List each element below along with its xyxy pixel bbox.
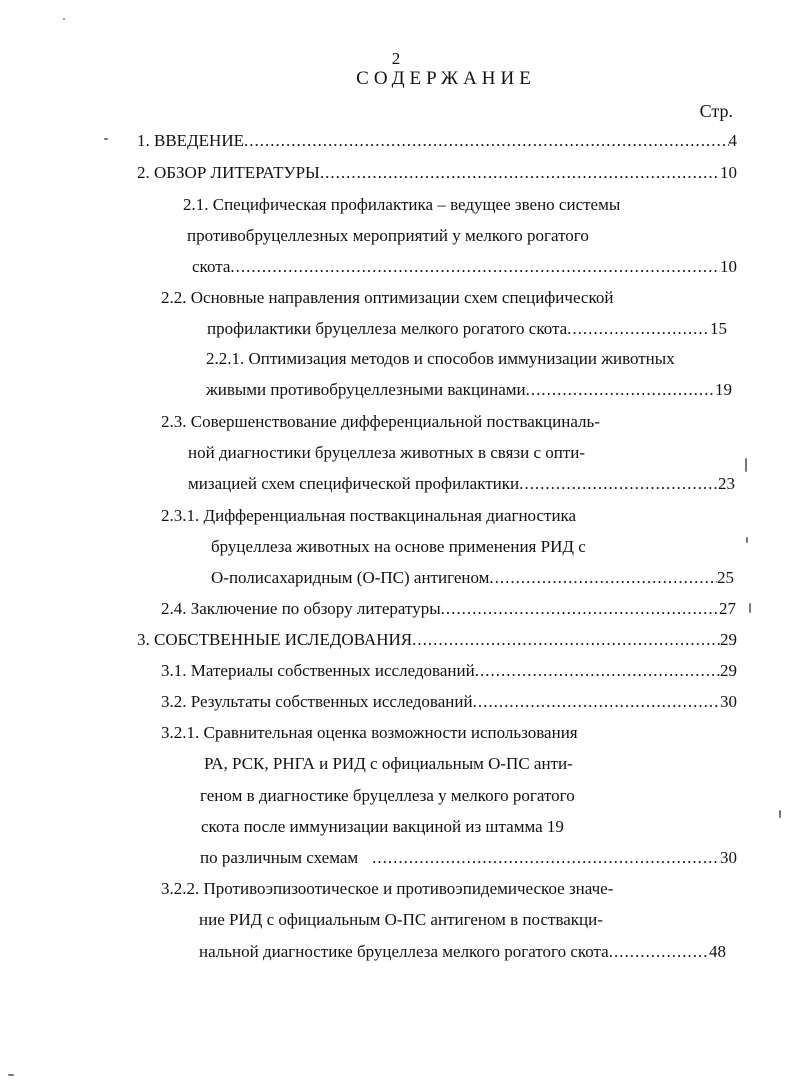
toc-entry <box>192 256 737 278</box>
toc-entry-text: 1. ВВЕДЕНИЕ <box>137 131 244 150</box>
toc-entry-page: 4 <box>728 131 737 150</box>
toc-entry-text: бруцеллеза животных на основе применения РИД с <box>211 537 586 556</box>
toc-entry-page: 48 <box>709 942 726 961</box>
toc-entry-text: 2.1. Специфическая профилактика – ведущее звено системы <box>183 195 621 214</box>
toc-entry <box>161 598 736 620</box>
toc-entry <box>161 660 737 682</box>
toc-entry-text: 3.2.1. Сравнительная оценка возможности использования <box>161 723 578 742</box>
page-number: 2 <box>391 49 401 68</box>
toc-entry <box>199 941 726 963</box>
toc-entry-text: мизацией схем специфической профилактики <box>188 474 520 493</box>
toc-entry-text: профилактики бруцеллеза мелкого рогатого скота <box>207 319 568 338</box>
toc-entry <box>188 473 735 495</box>
toc-entry-page: 30 <box>720 692 737 711</box>
toc-entry <box>206 379 732 401</box>
toc-entry-text: О-полисахаридным (О-ПС) антигеном <box>211 568 490 587</box>
scan-speck <box>779 810 781 818</box>
toc-entry-text: геном в диагностике бруцеллеза у мелкого рогатого <box>200 786 575 805</box>
toc-entry-page: 30 <box>720 848 737 867</box>
scan-speck <box>104 138 108 140</box>
toc-entry-page: 19 <box>715 380 732 399</box>
toc-entry-page: 10 <box>720 163 737 182</box>
toc-entry-text: нальной диагностике бруцеллеза мелкого рогатого скота <box>199 942 609 961</box>
toc-entry-text: живыми противобруцеллезными вакцинами <box>206 380 526 399</box>
toc-entry-page: 15 <box>710 319 727 338</box>
scan-speck <box>749 603 751 613</box>
toc-entry-text: 3.1. Материалы собственных исследований <box>161 661 475 680</box>
scan-speck <box>745 458 747 472</box>
toc-entry-text: 3.2.2. Противоэпизоотическое и противоэпидемическое значе- <box>161 879 614 898</box>
toc-entry-text: по различным схемам <box>200 848 359 867</box>
page-title: СОДЕРЖАНИЕ <box>356 68 536 89</box>
toc-entry <box>200 847 737 869</box>
toc-entry-text: 2. ОБЗОР ЛИТЕРАТУРЫ <box>137 163 320 182</box>
toc-entry <box>211 567 734 589</box>
toc-entry <box>137 162 737 184</box>
toc-entry-text: 3.2. Результаты собственных исследований <box>161 692 473 711</box>
toc-entry-text: 2.2.1. Оптимизация методов и способов иммунизации животных <box>206 349 675 368</box>
toc-entry <box>137 629 737 651</box>
toc-entry-page: 23 <box>718 474 735 493</box>
toc-entry-text: 2.2. Основные направления оптимизации схем специфической <box>161 288 614 307</box>
toc-entry <box>207 318 727 340</box>
scan-speck <box>8 1074 14 1076</box>
toc-entry-page: 29 <box>720 630 737 649</box>
toc-entry-text: 2.3. Совершенствование дифференциальной поствакциналь- <box>161 412 600 431</box>
toc-entry-text: 2.4. Заключение по обзору литературы <box>161 599 441 618</box>
toc-entry-text: ной диагностики бруцеллеза животных в связи с опти- <box>188 443 586 462</box>
toc-entry-text: 3. СОБСТВЕННЫЕ ИСЛЕДОВАНИЯ <box>137 630 413 649</box>
toc-entry-text: РА, РСК, РНГА и РИД с официальным О-ПС анти- <box>204 754 573 773</box>
toc-entry-text: скота после иммунизации вакциной из штамма 19 <box>201 817 564 836</box>
toc-entry-text: 2.3.1. Дифференциальная поствакцинальная диагностика <box>161 506 577 525</box>
toc-entry <box>161 691 737 713</box>
scan-speck <box>63 18 65 20</box>
toc-entry-text: скота <box>192 257 231 276</box>
page-column-label: Стр. <box>699 101 733 121</box>
toc-entry <box>137 130 737 152</box>
toc-entry-page: 10 <box>720 257 737 276</box>
toc-entry-text: противобруцеллезных мероприятий у мелкого рогатого <box>187 226 589 245</box>
toc-entry-page: 25 <box>717 568 734 587</box>
scan-speck <box>746 537 748 543</box>
toc-entry-page: 27 <box>719 599 736 618</box>
toc-entry-text: ние РИД с официальным О-ПС антигеном в поствакци- <box>199 910 603 929</box>
toc-entry-page: 29 <box>720 661 737 680</box>
